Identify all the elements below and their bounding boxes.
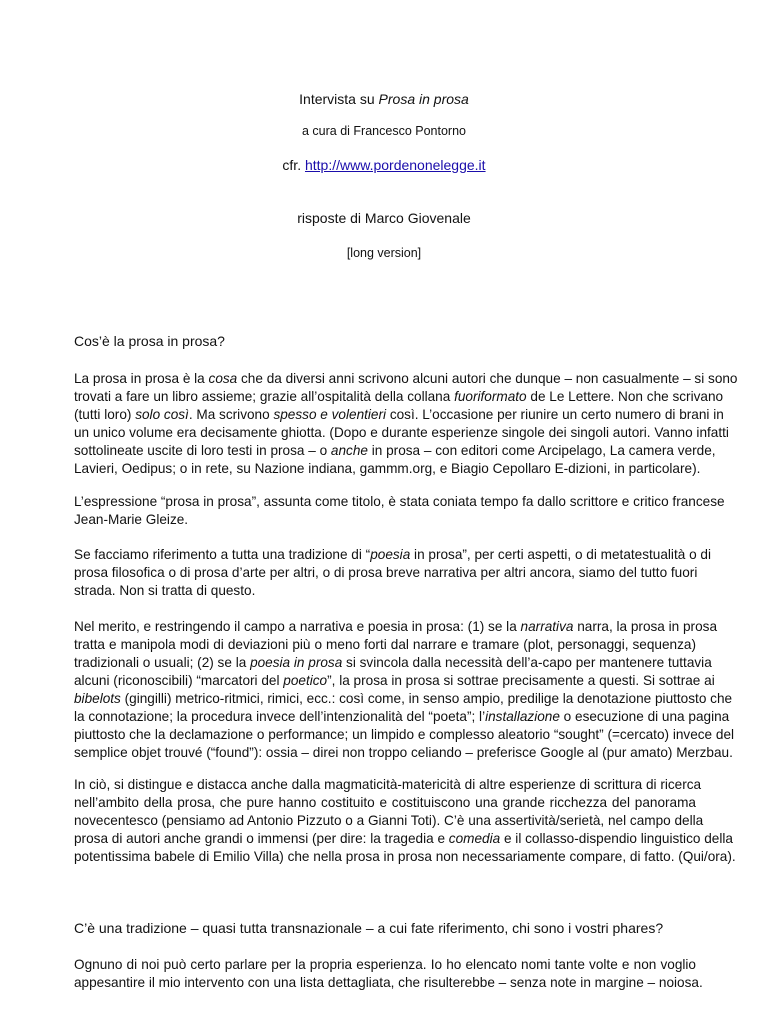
paragraph-1: La prosa in prosa è la cosa che da diversi anni scrivono alcuni autori che dunque – non casualmente – si sono trovati a fare un libro assieme; grazie all’ospitalità della collana fuoriformato de Le Lettere. Non che scrivano (tutti loro) solo così. Ma scrivono spesso e volentieri così. L’occasione per riunire un certo numero di brani in un unico volume era decisamente ghiotta. (Dopo e durante esperienze singole dei singoli autori. Vanno infatti sottolineate uscite di loro testi in prosa – o anche in prosa – con editori come Arcipelago, La camera verde, Lavieri, Oedipus; o in rete, su Nazione indiana, gammm.org, e Biagio Cepollaro E-dizioni, in particolare). [74, 371, 738, 476]
version-note: [long version] [346, 246, 422, 260]
paragraph-3: Se facciamo riferimento a tutta una tradizione di “poesia in prosa”, per certi aspetti, o di metatestualità o di prosa filosofica o di prosa d’arte per altri, o di prosa breve narrativa per altri ancora, siamo del tutto fuori strada. Non si tratta di questo. [74, 547, 711, 598]
book-title: Prosa in prosa [378, 91, 469, 107]
question-2: C’è una tradizione – quasi tutta transnazionale – a cui fate riferimento, chi sono i vostri phares? [74, 920, 664, 936]
pordenonelegge-link[interactable]: http://www.pordenonelegge.it [304, 157, 486, 173]
paragraph-6: Ognuno di noi può certo parlare per la propria esperienza. Io ho elencato nomi tante volte e non voglio appesantire il mio intervento con una lista dettagliata, che risulterebbe – senza note in margine – noiosa. [74, 957, 703, 990]
paragraph-2: L’espressione “prosa in prosa”, assunta come titolo, è stata coniata tempo fa dallo scrittore e critico francese Jean-Marie Gleize. [74, 494, 725, 527]
answers-by-line: risposte di Marco Giovenale [297, 210, 471, 226]
paragraph-5: In ciò, si distingue e distacca anche dalla magmaticità-matericità di altre esperienze di scrittura di ricerca nell’ambito della prosa, che pure hanno costituito e costituiscono una grande ricchezza del panorama novecentesco (pensiamo ad Antonio Pizzuto o a Gianni Toti). C’è una assertività/serietà, nel campo della prosa di autori anche grandi o immensi (per dire: la tragedia e comedia e il collasso-dispendio linguistico della potentissima babele di Emilio Villa) che nella prosa in prosa non necessariamente compare, di fatto. (Qui/ora). [74, 777, 736, 864]
paragraph-4: Nel merito, e restringendo il campo a narrativa e poesia in prosa: (1) se la narrativa narra, la prosa in prosa tratta e manipola modi di deviazioni più o meno forti dal narrare e tramare (plot, personaggi, sequenza) tradizionali o usuali; (2) se la poesia in prosa si svincola dalla necessità dell’a-capo per mantenere tuttavia alcuni (riconoscibili) “marcatori del poetico”, la prosa in prosa si sottrae precisamente a questi. Si sottrae ai bibelots (gingilli) metrico-ritmici, rimici, ecc.: così come, in senso ampio, predilige la denotazione piuttosto che la connotazione; la procedura invece dell’intenzionalità del “poeta”; l’installazione o esecuzione di una pagina piuttosto che la declamazione o performance; un limpido e complesso aleatorio “sought” (=cercato) invece del semplice objet trouvé (“found”): ossia – direi non troppo celiando – preferisce Google al (pur amato) Merzbau. [74, 619, 735, 760]
page-title: Intervista su Prosa in prosa [299, 91, 469, 107]
curator-line: a cura di Francesco Pontorno [302, 124, 466, 138]
cfr-line: cfr. http://www.pordenonelegge.it [282, 157, 486, 173]
question-1: Cos’è la prosa in prosa? [74, 333, 225, 349]
